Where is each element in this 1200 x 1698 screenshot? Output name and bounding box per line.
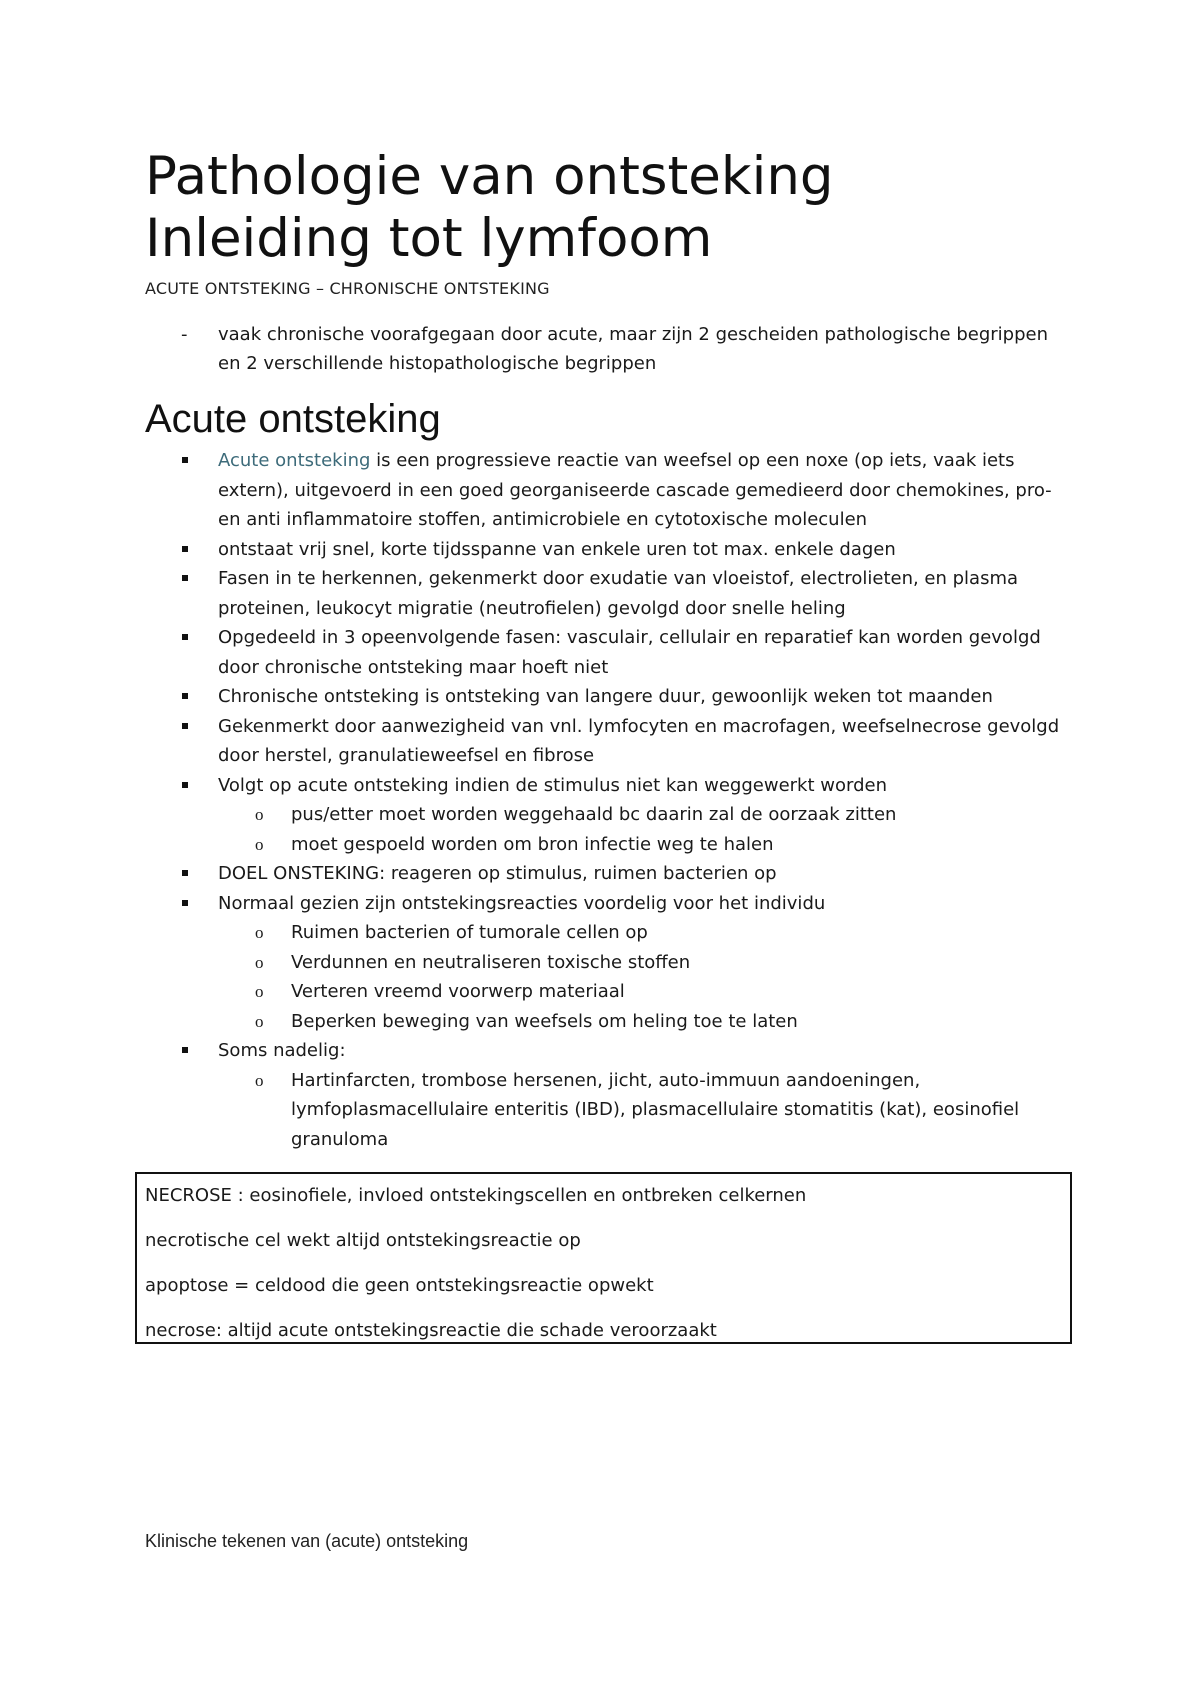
square-bullet-icon: [182, 546, 188, 552]
circle-bullet-icon: o: [255, 1011, 264, 1031]
list-item-line: Gekenmerkt door aanwezigheid van vnl. lymfocyten en macrofagen, weefselnecrose gevolgd: [218, 715, 1060, 737]
circle-bullet-icon: o: [255, 952, 264, 972]
list-item-line: door herstel, granulatieweefsel en fibrose: [218, 745, 595, 766]
list-item-line: granuloma: [291, 1128, 389, 1150]
term-link: Acute ontsteking: [218, 450, 371, 471]
sub-list-item: [145, 800, 1065, 830]
circle-bullet-icon: o: [255, 805, 264, 824]
list-item-line: Volgt op acute ontsteking indien de stimulus niet kan weggewerkt worden: [218, 774, 887, 796]
list-item-line: door chronische ontsteking maar hoeft niet: [218, 656, 609, 678]
list-item: [145, 1036, 1065, 1066]
list-item: [145, 712, 1065, 771]
sub-list-item: [145, 830, 1065, 860]
sub-list-item: [145, 918, 1065, 948]
list-item-line: Chronische ontsteking is ontsteking van langere duur, gewoonlijk weken tot maanden: [218, 686, 993, 707]
square-bullet-icon: [182, 634, 188, 640]
list-item-line: [218, 446, 1065, 476]
sub-list-item: [145, 1007, 1065, 1037]
box-line: necrose: altijd acute ontstekingsreactie die schade veroorzaakt: [145, 1320, 717, 1341]
list-item: [145, 535, 1065, 565]
document-title-line2: Inleiding tot lymfoom: [145, 208, 713, 269]
list-item-line: Hartinfarcten, trombose hersenen, jicht, auto-immuun aandoeningen,: [291, 1069, 921, 1091]
document-title: Pathologie van ontsteking: [145, 146, 834, 207]
square-bullet-icon: [182, 1047, 188, 1053]
intro-item: [145, 320, 1065, 378]
intro-list: [145, 320, 1065, 378]
square-bullet-icon: [182, 575, 188, 581]
list-item: [145, 859, 1065, 889]
necrose-box: [135, 1172, 1072, 1344]
footer-heading: Klinische tekenen van (acute) ontsteking: [145, 1531, 469, 1551]
circle-bullet-icon: o: [255, 1070, 264, 1090]
list-item-line: lymfoplasmacellulaire enteritis (IBD), plasmacellulaire stomatitis (kat), eosinofiel: [291, 1099, 1020, 1120]
square-bullet-icon: [182, 870, 188, 876]
list-item-line: extern), uitgevoerd in een goed georganiseerde cascade gemedieerd door chemokines, pro-: [218, 479, 1052, 501]
circle-bullet-icon: o: [255, 982, 264, 1001]
sub-list-item: [145, 977, 1065, 1007]
list-item-line: en anti inflammatoire stoffen, antimicrobiele en cytotoxische moleculen: [218, 509, 868, 530]
list-item-line: ontstaat vrij snel, korte tijdsspanne van enkele uren tot max. enkele dagen: [218, 538, 896, 560]
list-item-line: Verteren vreemd voorwerp materiaal: [291, 981, 625, 1002]
list-item: [145, 623, 1065, 682]
dash-marker: -: [181, 324, 188, 345]
square-bullet-icon: [182, 900, 188, 906]
list-item: [145, 564, 1065, 623]
sub-list-item: [145, 948, 1065, 978]
box-line: necrotische cel wekt altijd ontstekingsreactie op: [145, 1230, 581, 1251]
box-line: apoptose = celdood die geen ontstekingsreactie opwekt: [145, 1275, 654, 1296]
list-item: [145, 889, 1065, 919]
list-item-text: is een progressieve reactie van weefsel op een noxe (op iets, vaak iets: [370, 450, 1015, 471]
section-heading: Acute ontsteking: [145, 397, 441, 441]
box-line: NECROSE : eosinofiele, invloed ontstekingscellen en ontbreken celkernen: [145, 1185, 807, 1206]
list-item: [145, 446, 1065, 535]
square-bullet-icon: [182, 723, 188, 729]
circle-bullet-icon: o: [255, 834, 264, 854]
list-item-line: Ruimen bacterien of tumorale cellen op: [291, 922, 648, 943]
square-bullet-icon: [182, 782, 188, 788]
section-subtitle: ACUTE ONTSTEKING – CHRONISCHE ONTSTEKING: [145, 279, 550, 298]
intro-line: en 2 verschillende histopathologische begrippen: [218, 353, 657, 374]
list-item-line: DOEL ONSTEKING: reageren op stimulus, ruimen bacterien op: [218, 863, 777, 884]
list-item-line: pus/etter moet worden weggehaald bc daarin zal de oorzaak zitten: [291, 804, 897, 825]
intro-line: vaak chronische voorafgegaan door acute, maar zijn 2 gescheiden pathologische begrippen: [218, 324, 1048, 345]
list-item-line: moet gespoeld worden om bron infectie weg te halen: [291, 833, 774, 855]
square-bullet-icon: [182, 693, 188, 699]
sub-list-item: [145, 1066, 1065, 1155]
list-item: [145, 682, 1065, 712]
list-item-line: Verdunnen en neutraliseren toxische stoffen: [291, 951, 691, 973]
list-item-line: Beperken beweging van weefsels om heling toe te laten: [291, 1010, 798, 1032]
circle-bullet-icon: o: [255, 923, 264, 942]
square-bullet-icon: [182, 457, 188, 463]
bullet-list: [145, 446, 1065, 1154]
list-item-line: Opgedeeld in 3 opeenvolgende fasen: vasculair, cellulair en reparatief kan worden gevolgd: [218, 627, 1041, 648]
list-item-line: Normaal gezien zijn ontstekingsreacties voordelig voor het individu: [218, 892, 826, 914]
list-item-line: proteinen, leukocyt migratie (neutrofielen) gevolgd door snelle heling: [218, 597, 846, 619]
list-item-line: Soms nadelig:: [218, 1040, 346, 1061]
list-item-line: Fasen in te herkennen, gekenmerkt door exudatie van vloeistof, electrolieten, en plasma: [218, 568, 1019, 589]
list-item: [145, 771, 1065, 801]
